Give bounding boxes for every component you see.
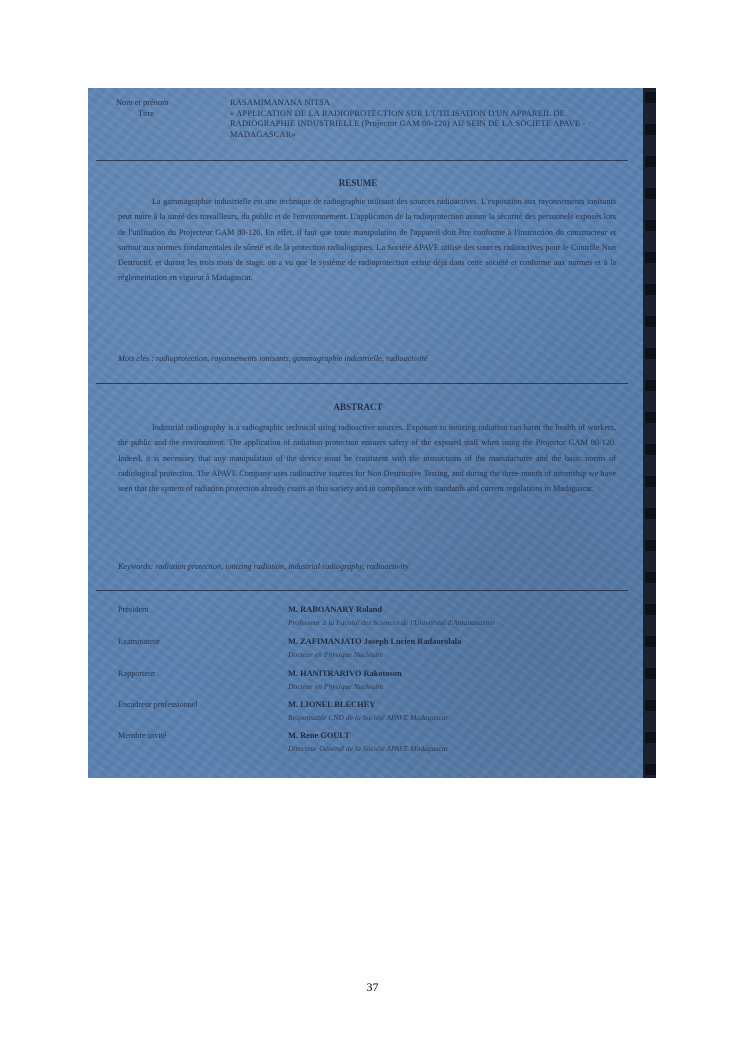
page-number: 37 (366, 980, 379, 994)
binding-ring (645, 156, 656, 167)
jury-name: M. Rene GOULT (288, 731, 350, 740)
author-name: RASAMIMANANA NITSA (230, 98, 331, 107)
resume-keywords-list: radioprotection, rayonnements ionisants, gammagraphie industrielle, radioactivité (155, 354, 428, 363)
binding-ring (645, 508, 656, 519)
binding-ring (645, 540, 656, 551)
jury-title: Docteur en Physique Nucléaire (288, 682, 384, 691)
binding-ring (645, 316, 656, 327)
jury-role: Président (118, 605, 149, 614)
jury-name: M. ZAFIMANJATO Joseph Lucien Radaorolala (288, 637, 462, 646)
jury-row (118, 669, 618, 699)
binding-ring (645, 188, 656, 199)
binding-ring (645, 764, 656, 775)
abstract-heading: ABSTRACT (333, 402, 383, 412)
divider (96, 590, 628, 591)
binding-ring (645, 444, 656, 455)
binding-ring (645, 380, 656, 391)
binding-ring (645, 252, 656, 263)
jury-role: Examinateur (118, 637, 160, 646)
jury-name: M. LIONEL BLECHEY (288, 700, 376, 709)
divider (96, 160, 628, 161)
author-and-title (230, 98, 630, 140)
title-label: Titre (138, 109, 154, 118)
jury-row (118, 637, 618, 667)
binding-ring (645, 124, 656, 135)
abstract-text (118, 420, 616, 496)
binding-ring (645, 412, 656, 423)
resume-keywords (118, 354, 618, 363)
resume-keywords-label: Mots clés : (118, 354, 154, 363)
abstract-keywords-label: Keywords: (118, 562, 154, 571)
jury-row (118, 605, 618, 635)
jury-name: M. HANITRARIVO Rakotoson (288, 669, 402, 678)
binding-ring (645, 732, 656, 743)
name-label: Nom et prénom (116, 98, 169, 107)
divider (96, 383, 628, 384)
jury-title: Docteur en Physique Nucléaire (288, 650, 384, 659)
jury-title: Professeur à la Faculté des Sciences de l'Université d'Antananarivo (288, 618, 495, 627)
jury-role: Rapporteur (118, 669, 155, 678)
binding-ring (645, 284, 656, 295)
binding-ring (645, 636, 656, 647)
jury-role: Encadreur professionnel (118, 700, 198, 709)
abstract-body: Industrial radiography is a radiographic technical using radioactive sources. Exposure to ionizing radiation can harm the health of workers, the public and the environment. The application of radiation protection ensures safety of the exposed staff when using the Projector GAM 80-120. Indeed, it is necessary that any manipulation of the device must be consistent with the instructions of the manufacturer and the basic norms of radiological protection. The APAVE Company uses radioactive sources for Non Destructive Testing, and during the three-month of internship we have seen that the system of radiation protection already exists in this society and in compliance with standards and current regulations in Madagascar. (118, 423, 616, 494)
resume-heading: RESUME (338, 178, 378, 188)
binding-ring (645, 604, 656, 615)
scanned-cover-page (88, 88, 656, 778)
jury-title: Responsable CND de la Société APAVE Madagascar (288, 713, 449, 722)
jury-name: M. RABOANARY Roland (288, 605, 383, 614)
binding-ring (645, 668, 656, 679)
resume-body: La gammagraphie industrielle est une technique de radiographie utilisant des sources radioactives. L'exposition aux rayonnements ionisants peut nuire à la santé des travailleurs, du public et de l'environnement. L'application de la radioprotection assure la sécurité des personnels exposés lors de l'utilisation du Projecteur GAM 80-120. En effet, il faut que toute manipulation de l'appareil doit être conforme à l'instruction du constructeur et surtout aux normes fondamentales de sûreté et de la protection radiologiques. La Société APAVE utilise des sources radioactives pour le Contrôle Non Destructif, et durant les trois mois de stage, on a vu que le système de radioprotection existe déjà dans cette société et conforme aux normes et à la réglementation en vigueur à Madagascar. (118, 197, 616, 283)
abstract-keywords (118, 562, 618, 571)
resume-text (118, 194, 616, 286)
abstract-keywords-list: radiation protection, ionizing radiation, industrial radiography, radioactivity (155, 562, 409, 571)
binding-ring (645, 572, 656, 583)
spiral-binding (643, 88, 656, 778)
jury-role: Membre invité (118, 731, 167, 740)
binding-ring (645, 476, 656, 487)
jury-title: Directeur Général de la Société APAVE Madagascar (288, 744, 449, 753)
binding-ring (645, 92, 656, 103)
binding-ring (645, 220, 656, 231)
binding-ring (645, 348, 656, 359)
thesis-title: « APPLICATION DE LA RADIOPROTECTION SUR L'UTILISATION D'UN APPAREIL DE RADIOGRAPHIE INDUSTRIELLE (Projector GAM 80-120) AU SEIN DE LA SOCIETE APAVE - MADAGASCAR» (230, 108, 586, 139)
binding-ring (645, 700, 656, 711)
jury-row (118, 731, 618, 761)
jury-row (118, 700, 618, 730)
